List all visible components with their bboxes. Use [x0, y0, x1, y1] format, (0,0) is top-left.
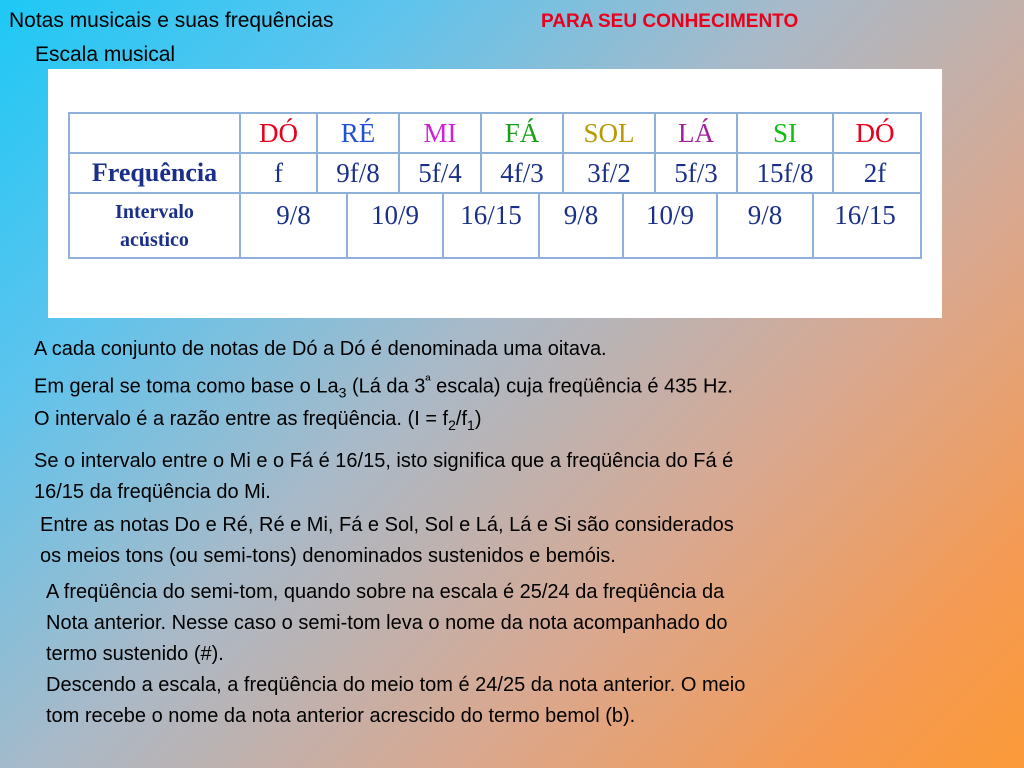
subscript: 2 — [448, 417, 456, 433]
interval-cell: 9/8 — [239, 194, 346, 257]
frequency-cell: 15f/8 — [736, 154, 832, 192]
frequency-cell: 9f/8 — [316, 154, 398, 192]
interval-label — [70, 194, 239, 257]
interval-cell: 16/15 — [442, 194, 538, 257]
page-title: Notas musicais e suas frequências — [9, 9, 334, 32]
text-line: Nota anterior. Nesse caso o semi-tom leva o nome da nota acompanhado do — [46, 612, 728, 634]
interval-label-line2: acústico — [120, 228, 189, 251]
text-line: termo sustenido (#). — [46, 643, 224, 665]
corner-cell — [70, 114, 239, 152]
note-si: SI — [736, 114, 832, 152]
frequency-cell: 4f/3 — [480, 154, 562, 192]
frequency-cell: 5f/4 — [398, 154, 480, 192]
note-re: RÉ — [316, 114, 398, 152]
paragraph-mi-fa — [34, 446, 733, 508]
paragraph-interval-definition — [34, 404, 482, 441]
interval-row — [70, 194, 920, 257]
frequency-cell: 5f/3 — [654, 154, 736, 192]
interval-cell: 10/9 — [346, 194, 442, 257]
note-names-row — [70, 114, 920, 154]
paragraph-octave: A cada conjunto de notas de Dó a Dó é denominada uma oitava. — [34, 338, 607, 360]
interval-cell: 9/8 — [538, 194, 622, 257]
superscript: ª — [425, 372, 431, 388]
page-subtitle: Escala musical — [35, 43, 176, 66]
frequency-cell: f — [239, 154, 316, 192]
interval-cell: 9/8 — [716, 194, 812, 257]
note-do: DÓ — [239, 114, 316, 152]
text: Em geral se toma como base o La — [34, 375, 339, 398]
text-line: 16/15 da freqüência do Mi. — [34, 481, 271, 503]
scale-table — [68, 112, 922, 259]
paragraph-sharp-flat — [46, 577, 745, 732]
text-line: Se o intervalo entre o Mi e o Fá é 16/15, isto significa que a freqüência do Fá é — [34, 450, 734, 472]
interval-cell: 16/15 — [812, 194, 916, 257]
note-do-high: DÓ — [832, 114, 916, 152]
text: O intervalo é a razão entre as freqüência. (I = f — [34, 408, 449, 430]
text-line: A freqüência do semi-tom, quando sobre na escala é 25/24 da freqüência da — [46, 581, 725, 603]
note-mi: MI — [398, 114, 480, 152]
note-la: LÁ — [654, 114, 736, 152]
text-line: Entre as notas Do e Ré, Ré e Mi, Fá e Sol, Sol e Lá, Lá e Si são considerados — [40, 514, 734, 536]
text: escala) cuja freqüência é 435 Hz. — [430, 375, 733, 398]
text-line: os meios tons (ou semi-tons) denominados sustenidos e bemóis. — [40, 545, 616, 567]
subscript: 3 — [338, 384, 347, 401]
paragraph-semitones — [40, 510, 734, 572]
interval-cell: 10/9 — [622, 194, 716, 257]
frequency-cell: 2f — [832, 154, 916, 192]
text-line: tom recebe o nome da nota anterior acrescido do termo bemol (b). — [46, 705, 636, 727]
text: ) — [474, 408, 482, 430]
note-sol: SOL — [562, 114, 654, 152]
frequency-label: Frequência — [91, 158, 218, 187]
subscript: 1 — [467, 417, 475, 433]
text: (Lá da 3 — [346, 375, 426, 398]
text: /f — [455, 408, 468, 430]
interval-label-line1: Intervalo — [115, 200, 194, 223]
info-note: PARA SEU CONHECIMENTO — [541, 11, 799, 32]
note-fa: FÁ — [480, 114, 562, 152]
frequency-row — [70, 154, 920, 194]
paragraph-base-frequency — [34, 365, 733, 409]
frequency-cell: 3f/2 — [562, 154, 654, 192]
scale-table-panel — [48, 69, 942, 318]
text-line: Descendo a escala, a freqüência do meio tom é 24/25 da nota anterior. O meio — [46, 674, 746, 696]
